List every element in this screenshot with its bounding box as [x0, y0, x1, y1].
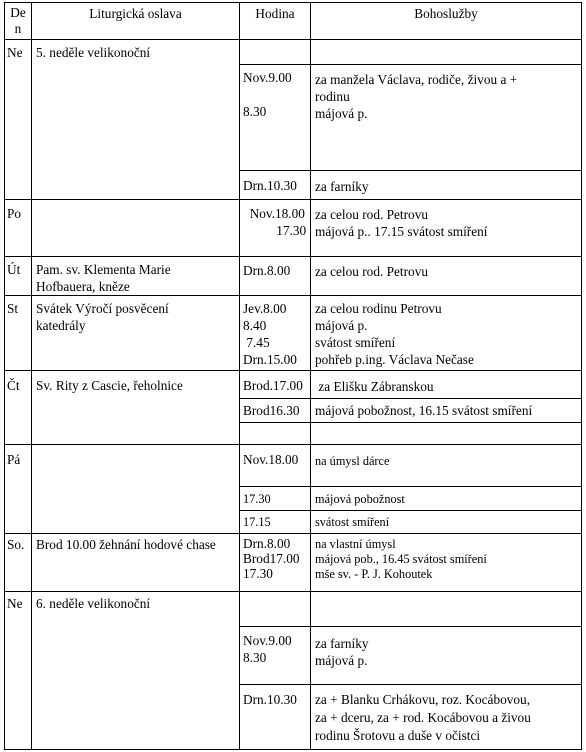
subrow-divider	[239, 626, 582, 627]
subrow-divider	[239, 422, 582, 423]
header-time: Hodina	[255, 6, 295, 21]
time-cell: Nov.9.00 8.30	[243, 633, 292, 665]
table-border-left	[4, 2, 5, 750]
mass-schedule-table	[4, 2, 582, 750]
subrow-divider	[239, 398, 582, 399]
time-cell: Drn.10.30	[243, 178, 297, 193]
celebration-cell: 6. neděle velikonoční	[36, 596, 151, 611]
day-cell: Ne	[7, 45, 23, 60]
time-cell: Brod.17.00	[243, 378, 303, 393]
subrow-divider	[239, 510, 582, 511]
celebration-cell: Pam. sv. Klementa Marie Hofbauera, kněze	[36, 262, 171, 294]
services-cell: za celou rod. Petrovu	[315, 264, 428, 279]
header-celebration: Liturgická oslava	[89, 6, 182, 21]
services-cell: za + Blanku Crhákovu, roz. Kocábovou, za + dceru, za + rod. Kocábovou a živou rodinu Šrotovu a duše v očistci	[315, 692, 531, 743]
day-cell: So.	[7, 537, 25, 552]
subrow-divider	[239, 486, 582, 487]
time-cell: 17.15	[243, 515, 271, 529]
subrow-divider	[239, 64, 582, 65]
time-cell: Drn.8.00	[243, 263, 291, 278]
time-cell: Jev.8.00 8.40 7.45 Drn.15.00	[243, 301, 297, 367]
column-divider-time	[310, 2, 311, 750]
row-divider	[4, 370, 582, 371]
table-border-bottom	[4, 749, 582, 750]
services-cell: májová pobožnost, 16.15 svátost smíření	[315, 403, 533, 418]
row-divider	[4, 533, 582, 534]
celebration-cell: 5. neděle velikonoční	[36, 45, 151, 60]
day-cell: Po	[7, 206, 22, 221]
services-cell: na úmysl dárce	[315, 454, 390, 468]
row-divider	[4, 199, 582, 200]
services-cell: májová pobožnost	[315, 492, 405, 506]
services-cell: za Elišku Zábranskou	[315, 379, 434, 394]
services-cell: za celou rodinu Petrovu májová p. svátost smíření pohřeb p.ing. Václava Nečase	[315, 301, 474, 367]
time-cell: Brod16.30	[243, 403, 300, 418]
subrow-divider	[239, 684, 582, 685]
header-services: Bohoslužby	[414, 6, 478, 21]
day-cell: Ne	[7, 596, 23, 611]
day-cell: Pá	[7, 452, 21, 467]
table-border-top	[4, 2, 582, 3]
services-cell: za farníky májová p.	[315, 636, 369, 668]
day-cell: Út	[7, 262, 21, 277]
row-divider	[4, 444, 582, 445]
services-cell: svátost smíření	[315, 515, 390, 529]
row-divider	[4, 256, 582, 257]
header-divider	[4, 39, 582, 40]
row-divider	[4, 591, 582, 592]
services-cell: na vlastní úmysl májová pob., 16.45 svátost smíření mše sv. - P. J. Kohoutek	[315, 537, 487, 581]
time-cell: Drn.8.00 Brod17.00 17.30	[243, 536, 300, 581]
services-cell: za celou rod. Petrovu májová p.. 17.15 svátost smíření	[315, 207, 488, 239]
time-cell: Drn.10.30	[243, 692, 297, 707]
celebration-cell: Svátek Výročí posvěcení katedrály	[36, 301, 169, 333]
table-border-right	[581, 2, 582, 750]
time-cell: Nov.9.00 8.30	[243, 70, 292, 119]
row-divider	[4, 295, 582, 296]
celebration-cell: Brod 10.00 žehnání hodové chase	[36, 537, 216, 552]
header-day: De n	[10, 5, 26, 36]
celebration-cell: Sv. Rity z Cascie, řeholnice	[36, 378, 183, 393]
column-divider-celebration	[239, 2, 240, 750]
subrow-divider	[239, 170, 582, 171]
day-cell: St	[7, 301, 19, 316]
services-cell: za farníky	[315, 179, 369, 194]
time-cell: Nov.18.00	[243, 452, 299, 467]
column-divider-day	[31, 2, 32, 750]
time-cell: Nov.18.00 17.30	[249, 206, 307, 238]
day-cell: Čt	[7, 378, 20, 393]
services-cell: za manžela Václava, rodiče, živou a + rodinu májová p.	[315, 72, 518, 121]
time-cell: 17.30	[243, 492, 271, 506]
